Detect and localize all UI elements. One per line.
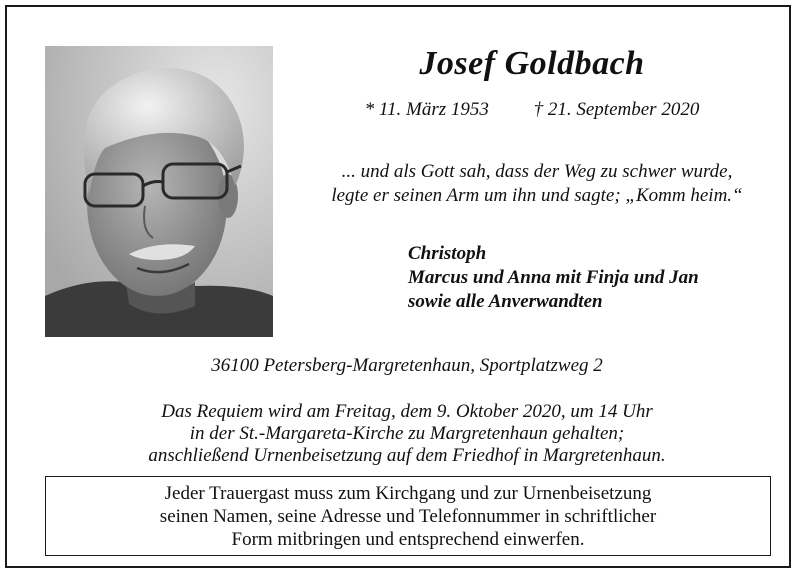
memorial-quote [297, 160, 777, 208]
requiem-line: in der St.-Margareta-Kirche zu Margretenhaun gehalten; [189, 423, 625, 444]
mourner-line: Marcus und Anna mit Finja und Jan [408, 267, 699, 288]
requiem-info [7, 401, 800, 467]
quote-line: ... und als Gott sah, dass der Weg zu schwer wurde, [341, 161, 733, 182]
requiem-line: Das Requiem wird am Freitag, dem 9. Oktober 2020, um 14 Uhr [161, 401, 653, 422]
obituary-card [5, 5, 791, 568]
life-dates [307, 99, 757, 121]
deceased-name: Josef Goldbach [419, 45, 645, 82]
family-address: 36100 Petersberg-Margretenhaun, Sportplatzweg 2 [211, 355, 603, 376]
notice-line: seinen Namen, seine Adresse und Telefonnummer in schriftlicher [159, 506, 657, 527]
death-date: † 21. September 2020 [533, 99, 700, 120]
portrait-photo-drawing [45, 46, 273, 337]
portrait-photo [45, 46, 273, 337]
mourners-list [408, 242, 699, 314]
mourner-line: Christoph [408, 243, 487, 264]
notice-line: Form mitbringen und entsprechend einwerfen. [231, 529, 585, 550]
mourner-line: sowie alle Anverwandten [408, 291, 603, 312]
notice-line: Jeder Trauergast muss zum Kirchgang und zur Urnenbeisetzung [164, 483, 652, 504]
requiem-line: anschließend Urnenbeisetzung auf dem Friedhof in Margretenhaun. [148, 445, 666, 466]
quote-line: legte er seinen Arm um ihn und sagte; „Komm heim.“ [331, 185, 743, 206]
attendance-notice-box [45, 476, 771, 556]
birth-date: * 11. März 1953 [364, 99, 489, 120]
